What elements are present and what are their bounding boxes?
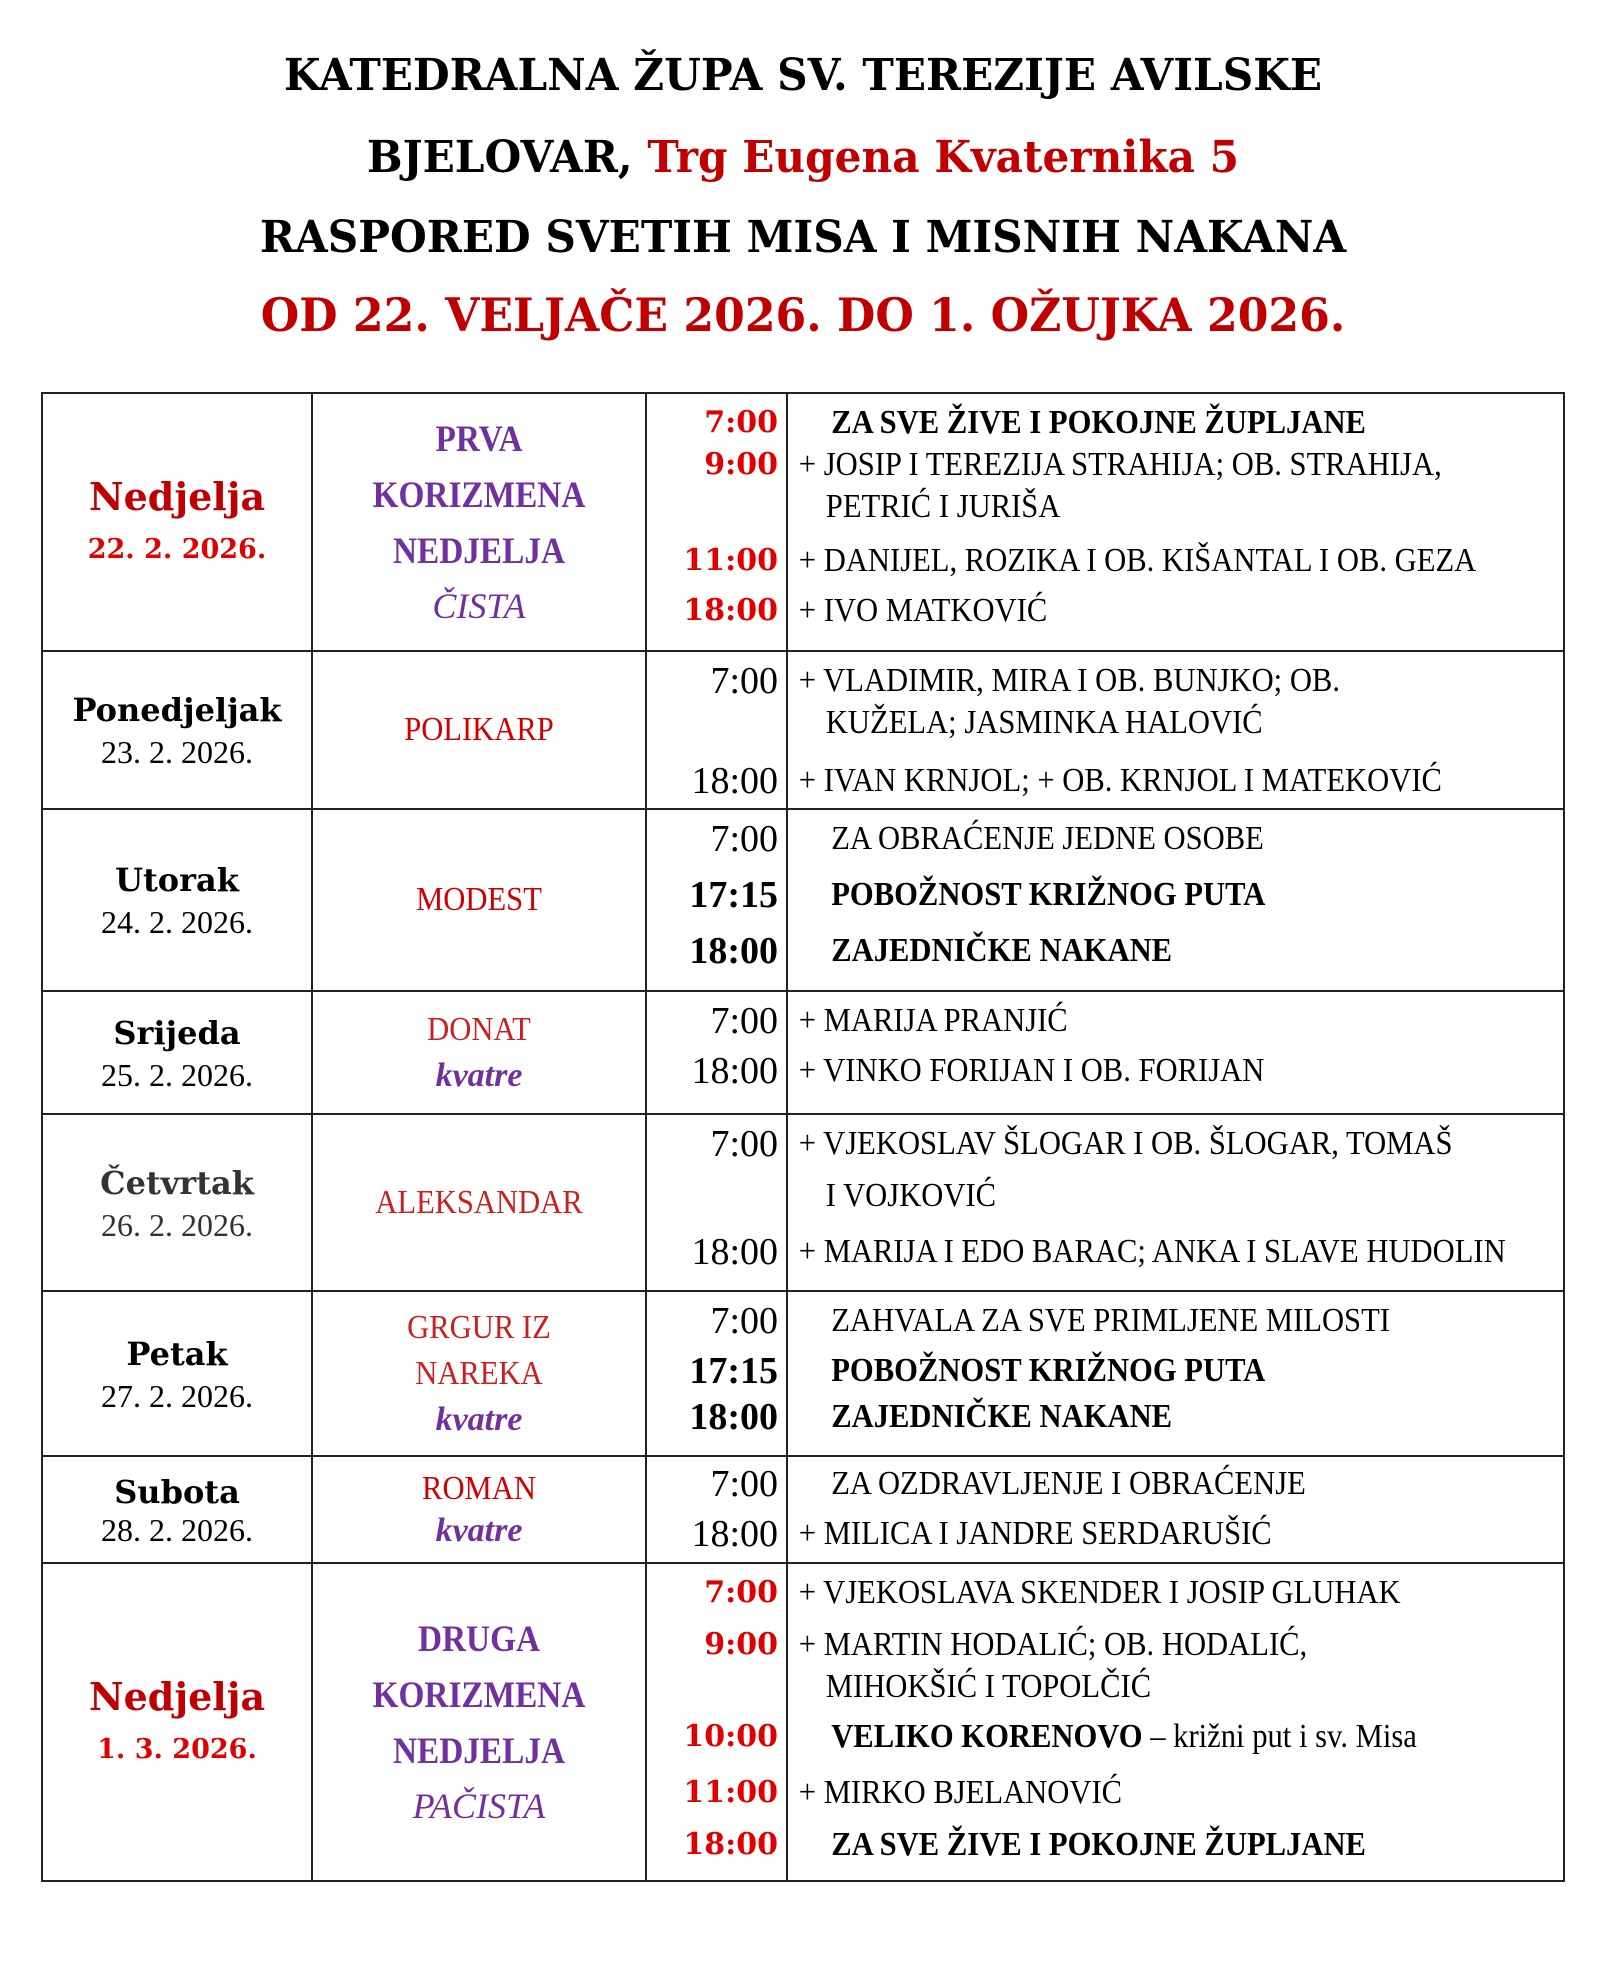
mass-time: 18:00 bbox=[689, 930, 778, 972]
times-cell bbox=[646, 651, 787, 809]
ember-day-label: kvatre bbox=[435, 1056, 523, 1094]
feast-line: PRVA bbox=[435, 419, 523, 460]
mass-time: 17:15 bbox=[689, 874, 778, 916]
mass-intention: + MARTIN HODALIĆ; OB. HODALIĆ, bbox=[798, 1626, 1308, 1663]
mass-intention: + VLADIMIR, MIRA I OB. BUNJKO; OB. bbox=[798, 662, 1340, 699]
feast-cell bbox=[312, 393, 646, 651]
mass-intention: POBOŽNOST KRIŽNOG PUTA bbox=[831, 876, 1266, 913]
mass-intention: + JOSIP I TEREZIJA STRAHIJA; OB. STRAHIJA, bbox=[798, 446, 1442, 483]
feast-subtitle: PAČISTA bbox=[412, 1786, 546, 1826]
mass-intention: ZAJEDNIČKE NAKANE bbox=[831, 1398, 1173, 1435]
day-date: 25. 2. 2026. bbox=[101, 1056, 253, 1093]
mass-time: 7:00 bbox=[710, 1123, 778, 1165]
times-cell bbox=[646, 991, 787, 1114]
mass-intention: ZAJEDNIČKE NAKANE bbox=[831, 932, 1173, 969]
mass-intention: + MARIJA PRANJIĆ bbox=[798, 1002, 1068, 1039]
day-cell bbox=[42, 1563, 312, 1881]
feast-line: KORIZMENA bbox=[372, 1675, 586, 1716]
day-cell bbox=[42, 1456, 312, 1563]
parish-title: KATEDRALNA ŽUPA SV. TEREZIJE AVILSKE bbox=[283, 50, 1323, 101]
mass-intention: + VINKO FORIJAN I OB. FORIJAN bbox=[798, 1052, 1265, 1089]
times-cell bbox=[646, 1291, 787, 1456]
day-date: 1. 3. 2026. bbox=[97, 1734, 257, 1765]
day-date: 27. 2. 2026. bbox=[101, 1377, 253, 1414]
day-row bbox=[42, 991, 1564, 1114]
day-row bbox=[42, 1114, 1564, 1291]
mass-time: 18:00 bbox=[683, 1827, 778, 1862]
mass-time: 11:00 bbox=[683, 543, 778, 578]
day-name: Subota bbox=[114, 1472, 240, 1511]
day-row bbox=[42, 809, 1564, 991]
day-row bbox=[42, 393, 1564, 651]
location-name: VELIKO KORENOVO bbox=[831, 1718, 1143, 1755]
mass-time: 7:00 bbox=[710, 660, 778, 702]
mass-intention: ZAHVALA ZA SVE PRIMLJENE MILOSTI bbox=[831, 1302, 1390, 1339]
schedule-title: RASPORED SVETIH MISA I MISNIH NAKANA bbox=[259, 212, 1347, 263]
day-cell bbox=[42, 1291, 312, 1456]
mass-time: 7:00 bbox=[704, 1575, 778, 1610]
saint-name: GRGUR IZ bbox=[407, 1308, 551, 1346]
day-name: Utorak bbox=[115, 861, 239, 899]
ember-day-label: kvatre bbox=[435, 1511, 523, 1549]
saint-name: MODEST bbox=[416, 881, 542, 918]
mass-intention: + MILICA I JANDRE SERDARUŠIĆ bbox=[798, 1515, 1272, 1552]
day-row bbox=[42, 1291, 1564, 1456]
intentions-cell bbox=[787, 1456, 1564, 1563]
mass-intention: + IVO MATKOVIĆ bbox=[798, 592, 1048, 629]
mass-intention: ZA OZDRAVLJENJE I OBRAĆENJE bbox=[831, 1465, 1306, 1502]
times-cell bbox=[646, 1114, 787, 1291]
times-cell bbox=[646, 1456, 787, 1563]
day-cell bbox=[42, 809, 312, 991]
mass-intention: + IVAN KRNJOL; + OB. KRNJOL I MATEKOVIĆ bbox=[798, 762, 1442, 799]
mass-intention: KUŽELA; JASMINKA HALOVIĆ bbox=[825, 704, 1263, 741]
feast-line: KORIZMENA bbox=[372, 475, 586, 516]
mass-intention: + MARIJA I EDO BARAC; ANKA I SLAVE HUDOLIN bbox=[798, 1233, 1506, 1270]
feast-line: NEDJELJA bbox=[392, 1731, 566, 1772]
mass-time: 7:00 bbox=[710, 1463, 778, 1505]
day-name: Četvrtak bbox=[100, 1163, 254, 1202]
mass-intention: I VOJKOVIĆ bbox=[825, 1177, 997, 1214]
times-cell bbox=[646, 393, 787, 651]
day-date: 28. 2. 2026. bbox=[101, 1511, 253, 1548]
mass-intention: ZA OBRAĆENJE JEDNE OSOBE bbox=[831, 820, 1264, 857]
ember-day-label: kvatre bbox=[435, 1400, 523, 1438]
mass-intention bbox=[788, 1716, 1486, 1758]
mass-time: 7:00 bbox=[710, 1000, 778, 1042]
mass-time: 18:00 bbox=[689, 1396, 778, 1438]
intentions-cell bbox=[787, 991, 1564, 1114]
day-name: Nedjelja bbox=[88, 474, 266, 519]
day-cell bbox=[42, 991, 312, 1114]
feast-line: NEDJELJA bbox=[392, 531, 566, 572]
saint-cell bbox=[312, 1456, 646, 1563]
day-name: Nedjelja bbox=[88, 1674, 266, 1719]
saint-name: POLIKARP bbox=[404, 711, 554, 748]
saint-name: DONAT bbox=[427, 1010, 531, 1048]
day-name: Petak bbox=[126, 1334, 228, 1373]
day-row bbox=[42, 1563, 1564, 1881]
day-date: 26. 2. 2026. bbox=[101, 1206, 253, 1243]
mass-time: 18:00 bbox=[691, 1050, 778, 1092]
date-range: OD 22. VELJAČE 2026. DO 1. OŽUJKA 2026. bbox=[260, 288, 1346, 342]
mass-intention: PETRIĆ I JURIŠA bbox=[825, 488, 1061, 525]
event-description: – križni put i sv. Misa bbox=[1142, 1718, 1417, 1755]
saint-cell bbox=[312, 1114, 646, 1291]
feast-subtitle: ČISTA bbox=[432, 586, 526, 626]
mass-intention: + VJEKOSLAVA SKENDER I JOSIP GLUHAK bbox=[798, 1574, 1401, 1611]
mass-time: 18:00 bbox=[683, 593, 778, 628]
mass-time: 7:00 bbox=[710, 818, 778, 860]
intentions-cell bbox=[787, 1114, 1564, 1291]
saint-cell bbox=[312, 651, 646, 809]
intentions-cell bbox=[787, 651, 1564, 809]
city: BJELOVAR, bbox=[366, 132, 633, 183]
intentions-cell bbox=[787, 1563, 1564, 1881]
intentions-cell bbox=[787, 1291, 1564, 1456]
day-date: 23. 2. 2026. bbox=[101, 734, 253, 770]
mass-time: 9:00 bbox=[704, 1627, 778, 1662]
mass-time: 18:00 bbox=[691, 760, 778, 802]
day-row bbox=[42, 651, 1564, 809]
mass-intention: + MIRKO BJELANOVIĆ bbox=[798, 1774, 1123, 1811]
saint-cell bbox=[312, 809, 646, 991]
intentions-cell bbox=[787, 393, 1564, 651]
day-cell bbox=[42, 393, 312, 651]
mass-time: 10:00 bbox=[683, 1719, 778, 1754]
intentions-cell bbox=[787, 809, 1564, 991]
mass-intention: ZA SVE ŽIVE I POKOJNE ŽUPLJANE bbox=[831, 404, 1366, 441]
mass-schedule-table bbox=[41, 392, 1565, 1882]
saint-name: NAREKA bbox=[415, 1354, 543, 1392]
times-cell bbox=[646, 809, 787, 991]
day-cell bbox=[42, 651, 312, 809]
day-name: Srijeda bbox=[113, 1013, 241, 1052]
feast-line: DRUGA bbox=[417, 1619, 541, 1660]
mass-intention: + VJEKOSLAV ŠLOGAR I OB. ŠLOGAR, TOMAŠ bbox=[798, 1125, 1453, 1162]
times-cell bbox=[646, 1563, 787, 1881]
mass-time: 17:15 bbox=[689, 1350, 778, 1392]
mass-intention: + DANIJEL, ROZIKA I OB. KIŠANTAL I OB. GEZA bbox=[798, 542, 1477, 579]
mass-time: 11:00 bbox=[683, 1775, 778, 1810]
saint-cell bbox=[312, 1291, 646, 1456]
saint-name: ALEKSANDAR bbox=[375, 1183, 583, 1221]
day-date: 22. 2. 2026. bbox=[87, 534, 267, 565]
mass-time: 9:00 bbox=[704, 447, 778, 482]
mass-intention: MIHOKŠIĆ I TOPOLČIĆ bbox=[825, 1668, 1152, 1705]
feast-cell bbox=[312, 1563, 646, 1881]
day-cell bbox=[42, 1114, 312, 1291]
parish-address bbox=[32, 128, 1574, 188]
saint-name: ROMAN bbox=[422, 1469, 536, 1507]
mass-time: 18:00 bbox=[691, 1231, 778, 1273]
mass-intention: POBOŽNOST KRIŽNOG PUTA bbox=[831, 1352, 1266, 1389]
mass-time: 18:00 bbox=[691, 1513, 778, 1555]
street-address: Trg Eugena Kvaternika 5 bbox=[647, 132, 1240, 183]
mass-intention: ZA SVE ŽIVE I POKOJNE ŽUPLJANE bbox=[831, 1826, 1366, 1863]
saint-cell bbox=[312, 991, 646, 1114]
mass-time: 7:00 bbox=[710, 1300, 778, 1342]
day-date: 24. 2. 2026. bbox=[101, 904, 253, 940]
day-row bbox=[42, 1456, 1564, 1563]
day-name: Ponedjeljak bbox=[72, 691, 282, 729]
mass-time: 7:00 bbox=[704, 405, 778, 440]
